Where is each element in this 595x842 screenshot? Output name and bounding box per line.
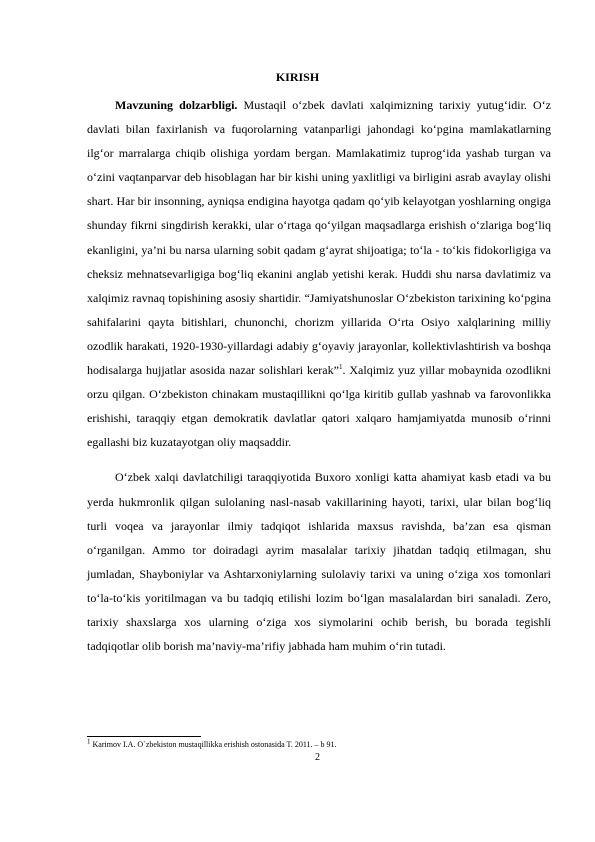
body-text — [87, 93, 551, 658]
paragraph-1 — [87, 93, 551, 454]
lead-heading: Mavzuning dolzarbligi. — [115, 98, 238, 112]
footnote-reference[interactable]: 1 — [338, 363, 343, 372]
footnote-marker: 1 — [87, 737, 91, 746]
footnote — [87, 737, 551, 750]
footnote-divider — [87, 736, 201, 737]
footnote-text: Karimov I.A. O`zbekiston mustaqillikka erishish ostonasida T. 2011. – b 91. — [90, 740, 337, 749]
paragraph-1-text-a: Mustaqil o‘zbek davlati xalqimizning tarixiy yutug‘idir. O‘z davlati bilan faxirlanish va fuqorolarning vatanparligi jahondagi ko‘pgina mamlakatlarning ilg‘or marralarga chiqib olishiga yordam bergan. Mamlakatimiz tuprog‘ida yashab turgan va o‘zini vaqtanparvar deb hisoblagan har bir kishi uning yaxlitligi va birligini asrab avaylay olishi shart. Har bir insonning, ayniqsa endigina hayotga qadam qo‘yib kelayotgan yoshlarning ongiga shunday fikrni singdirish kerakki, ular o‘rtaga qo‘yilgan maqsadlarga erishish o‘zlariga bog‘liq ekanligini, ya’ni bu narsa ularning sobit qadam g‘ayrat shijoatiga; to‘la - to‘kis fidokorligiga va cheksiz mehnatsevarligiga bog‘liq ekanini anglab yetishi kerak. Huddi shu narsa davlatimiz va xalqimiz ravnaq topishining asosiy shartidir. “Jamiyatshunoslar O‘zbekiston tarixining ko‘pgina sahifalarini qayta bitishlari, chunonchi, chorizm yillarida O‘rta Osiyo xalqlarining milliy ozodlik harakati, 1920-1930-yillardagi adabiy g‘oyaviy jarayonlar, kollektivlashtirish va boshqa hodisalarga hujjatlar asosida nazar solishlari kerak” — [87, 98, 552, 378]
page-number: 2 — [315, 752, 320, 763]
paragraph-1-text-b: . Xalqimiz yuz yillar mobaynida ozodlikni orzu qilgan. O‘zbekiston chinakam mustaqillikni qo‘lga kiritib gullab yashnab va farovonlikka erishishi, taraqqiy etgan demokratik davlatlar qatori xalqaro hamjamiyatda munosib o‘rinni egallashi biz kuzatayotgan oliy maqsaddir. — [87, 363, 552, 450]
section-title: KIRISH — [275, 70, 320, 84]
paragraph-2: O‘zbek xalqi davlatchiligi taraqqiyotida Buxoro xonligi katta ahamiyat kasb etadi va bu yerda hukmronlik qilgan sulolaning nasl-nasab vakillarining hayoti, tarixi, ular bilan bog‘liq turli voqea va jarayonlar ilmiy tadqiqot ishlarida maxsus ravishda, ba’zan esa qisman o‘rganilgan. Ammo tor doiradagi ayrim masalalar tarixiy jihatdan tadqiq etilmagan, shu jumladan, Shayboniylar va Ashtarxoniylarning sulolaviy tarixi va uning o‘ziga xos tomonlari to‘la-to‘kis yoritilmagan va bu tadqiq etilishi lozim bo‘lgan masalalardan biri sanaladi. Zero, tarixiy shaxslarga xos ularning o‘ziga xos siymolarini ochib berish, bu borada tegishli tadqiqotlar olib borish ma’naviy-ma’rifiy jabhada ham muhim o‘rin tutadi. — [87, 470, 551, 654]
